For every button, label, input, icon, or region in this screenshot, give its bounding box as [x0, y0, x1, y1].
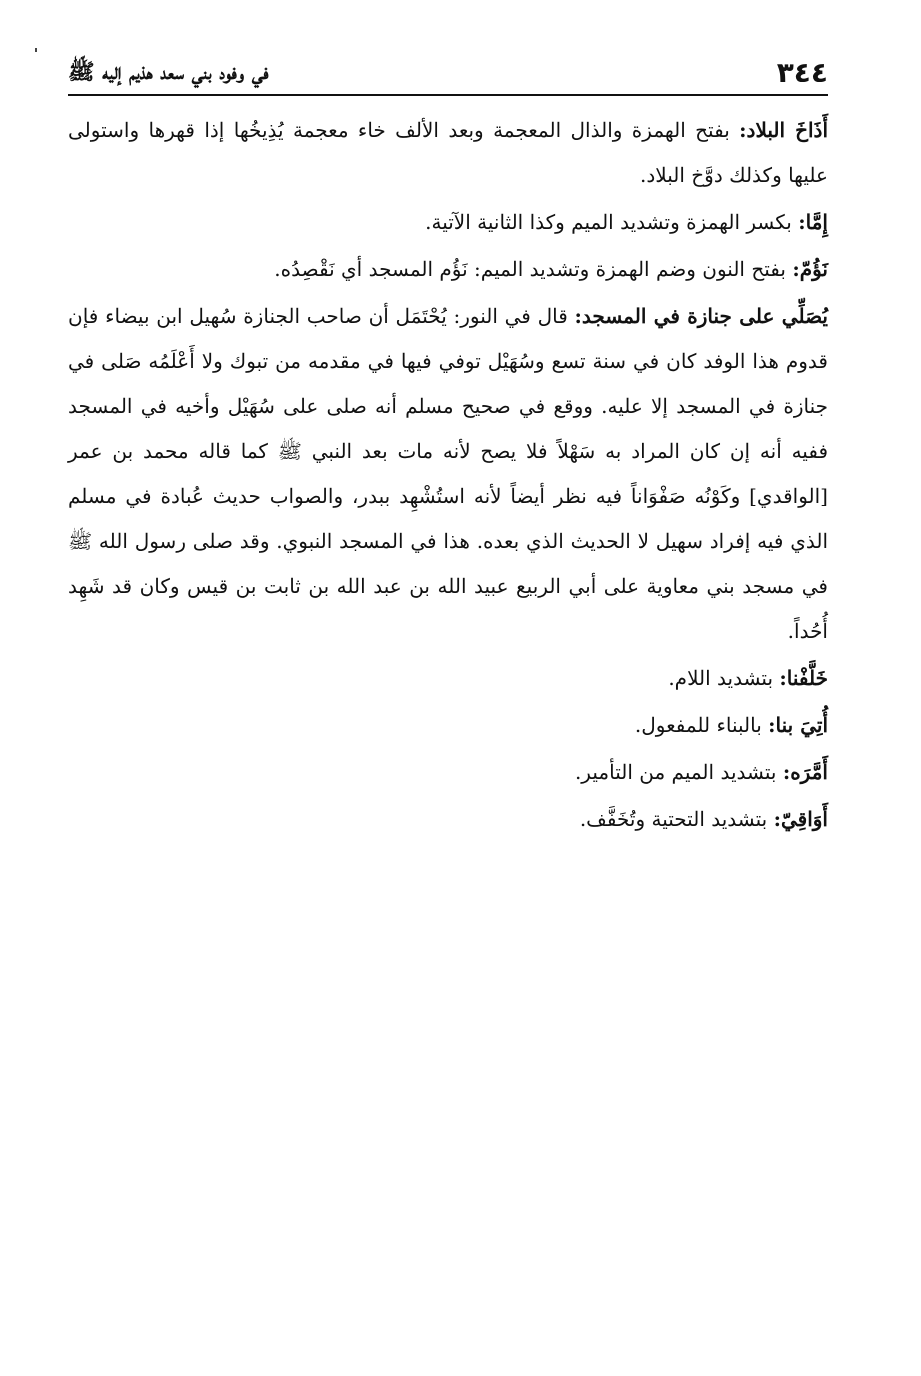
glossary-definition: قال في النور: يُحْتَمَل أن صاحب الجنازة سُهيل ابن بيضاء فإن قدوم هذا الوفد كان في سنة تسع وسُهَيْل توفي فيها في مقدمه من تبوك ولا أَعْلَمُه صَلى في جنازة في المسجد إلا عليه. ووقع في صحيح مسلم أنه صلى على سُهَيْل وأخيه في المسجد ففيه أنه إن كان المراد به سَهْلاً فلا يصح لأنه مات بعد النبي ﷺ كما قاله محمد بن عمر [الواقدي] وكَوْنُه صَفْوَاناً فيه نظر أيضاً لأنه استُشْهِد ببدر، والصواب حديث عُبادة في مسلم الذي فيه إفراد سهيل لا الحديث الذي بعده. هذا في المسجد النبوي. وقد صلى رسول الله ﷺ في مسجد بني معاوية على أبي الربيع عبيد الله بن عبد الله بن ثابت بن قيس وكان قد شَهِد أُحُداً.	[68, 304, 829, 643]
glossary-term: أُتِيَ بنا	[775, 713, 828, 737]
page-header	[68, 50, 828, 96]
term-separator: :	[782, 760, 791, 784]
glossary-definition: بتشديد التحتية وتُخَفَّف.	[579, 807, 774, 831]
running-title: في وفود بني سعد هذيم إليه ﷺ	[68, 59, 269, 85]
page-number: ٣٤٤	[776, 56, 828, 89]
glossary-term: أَوَاقِيّ	[780, 807, 828, 831]
header-rule	[68, 94, 828, 96]
glossary-entry	[68, 247, 828, 292]
glossary-term: خَلَّفْنا	[786, 666, 828, 690]
glossary-definition: بفتح الهمزة والذال المعجمة وبعد الألف خاء معجمة يُذِيخُها إذا قهرها واستولى عليها وكذلك دوَّخ البلاد.	[68, 118, 828, 187]
margin-mark	[35, 48, 37, 52]
glossary-entry	[68, 750, 828, 795]
term-separator: :	[798, 210, 806, 234]
glossary-definition: بكسر الهمزة وتشديد الميم وكذا الثانية الآتية.	[425, 210, 799, 234]
glossary-entry	[68, 108, 828, 198]
term-separator: :	[792, 257, 800, 281]
term-separator: :	[574, 304, 582, 328]
glossary-term: أَمَّرَه	[790, 760, 828, 784]
glossary-definition: بفتح النون وضم الهمزة وتشديد الميم: نَؤُم المسجد أي نَقْصِدُه.	[274, 257, 793, 281]
glossary-entry	[68, 797, 828, 842]
term-separator: :	[768, 713, 776, 737]
term-separator: :	[739, 118, 747, 142]
glossary-entry	[68, 200, 828, 245]
glossary-term: أَذَاخَ البلاد	[746, 118, 828, 142]
glossary-entry	[68, 703, 828, 748]
glossary-term: إِمَّا	[805, 210, 828, 234]
glossary-definition: بالبناء للمفعول.	[634, 713, 769, 737]
glossary-entry	[68, 294, 828, 654]
glossary-body	[68, 108, 828, 844]
term-separator: :	[773, 807, 781, 831]
glossary-term: نَؤُمّ	[799, 257, 828, 281]
glossary-term: يُصَلِّي على جنازة في المسجد	[581, 304, 828, 328]
term-separator: :	[779, 666, 787, 690]
glossary-entry	[68, 656, 828, 701]
glossary-definition: بتشديد اللام.	[668, 666, 780, 690]
glossary-definition: بتشديد الميم من التأمير.	[574, 760, 783, 784]
